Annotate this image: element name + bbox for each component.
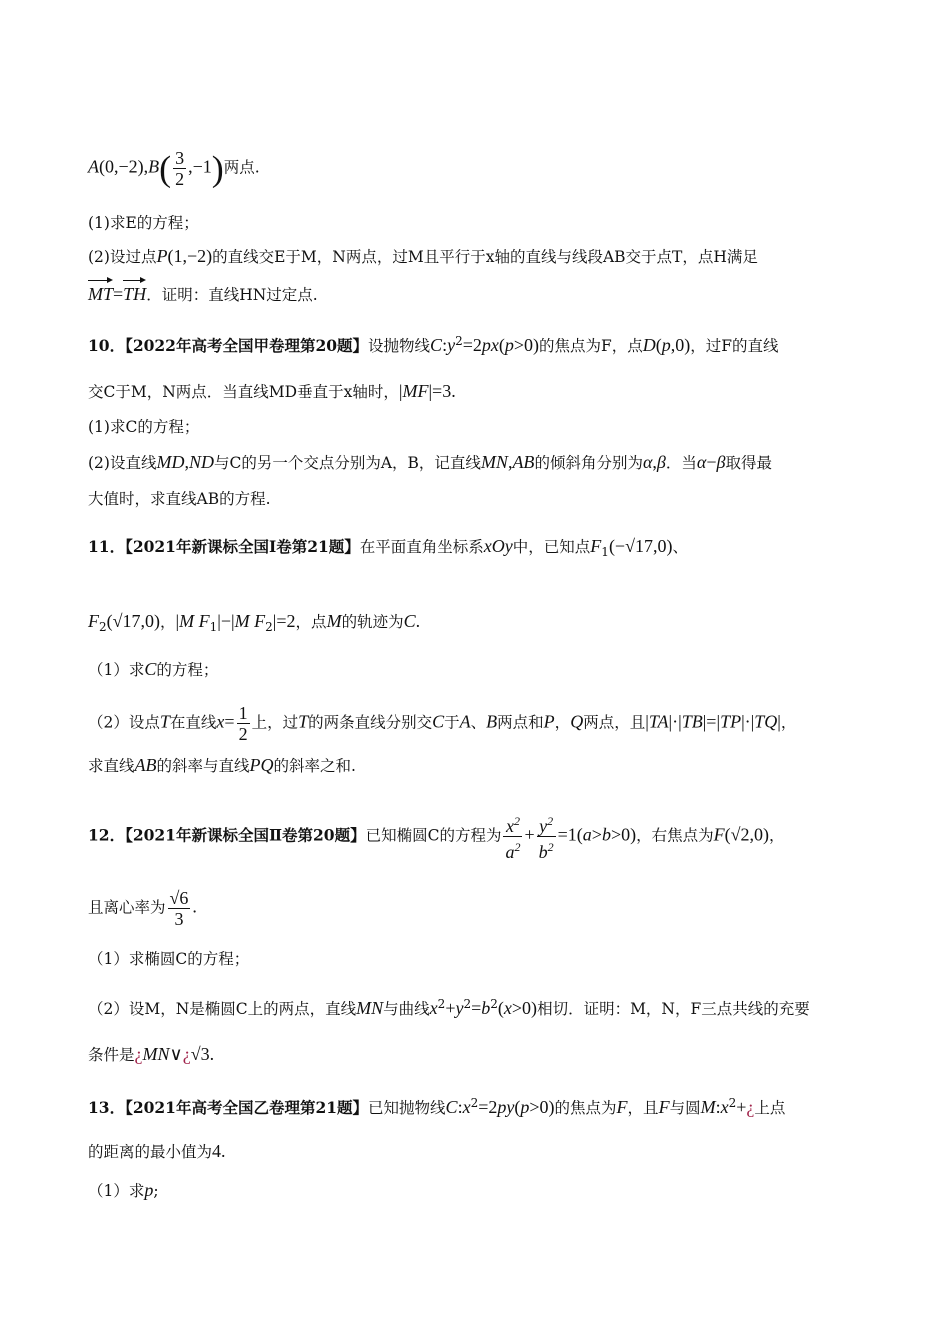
q13-line1: 13．【2021年高考全国乙卷理第21题】已知抛物线$C:x^2=2py(p>0)$的焦点为F，且F与圆$M:x^2+¿$上点	[88, 1096, 786, 1118]
q13-part1: （1）求p;	[88, 1180, 159, 1200]
q11-line2: $F_2(√17,0)$，|M $F_1|-|M$ $F_2|=2$，点M的轨迹为C.	[88, 611, 421, 635]
q9-part2: (2)设过点P(1,−2)的直线交E于M，N两点，过M且平行于x轴的直线与线段AB交于点T，点H满足	[88, 246, 758, 266]
q10-part2-cont: 大值时，求直线AB的方程.	[88, 490, 271, 508]
q12-part1: （1）求椭圆C的方程；	[88, 950, 250, 968]
q10-part1: (1)求C的方程；	[88, 418, 200, 436]
q12-part2-cont: 条件是¿MN∨¿√3.	[88, 1044, 215, 1064]
q10-part2: (2)设直线MD,ND与C的另一个交点分别为A，B，记直线MN,AB的倾斜角分别为α,β．当α−β取得最	[88, 452, 772, 472]
q11-part2: （2）设点T在直线x= $\frac{1}{2}$ 上，过T的两条直线分别交C于A、B两点和P，Q两点，且|TA|·|TB|=|TP|·|TQ|，	[88, 703, 797, 744]
q12-line1: 12．【2021年新课标全国Ⅱ卷第20题】已知椭圆C的方程为 $\frac{x^2}{a^2}$ + $\frac{y^2}{b^2}$ =1(a>b>0)，右焦点为F(√2,0)，	[88, 811, 785, 862]
q9-part2-cont: MT=TH．证明：直线HN过定点.	[88, 284, 318, 304]
q9-part1: (1)求E的方程；	[88, 214, 199, 232]
q10-line2: 交C于M，N两点．当直线MD垂直于x轴时，|MF|=3.	[88, 381, 456, 401]
q11-part1: （1）求C的方程；	[88, 659, 219, 679]
q12-part2: （2）设M，N是椭圆C上的两点，直线MN与曲线$x^2+y^2=b^2(x>0)$相切．证明：M，N，F三点共线的充要	[88, 997, 810, 1019]
q11-part2-cont: 求直线AB的斜率与直线PQ的斜率之和.	[88, 755, 356, 775]
q11-line1: 11．【2021年新课标全国Ⅰ卷第21题】在平面直角坐标系xOy中，已知点$F_1(-√17,0)$、	[88, 536, 688, 560]
q9-points-line: A(0,−2),B( $\frac{3}{2}$ ,−1)两点.	[88, 148, 260, 189]
q12-line2: 且离心率为 $\frac{√6}{3}$ .	[88, 888, 197, 929]
q13-line2: 的距离的最小值为4.	[88, 1141, 226, 1161]
q10-line1: 10．【2022年高考全国甲卷理第20题】设抛物线$C:y^2=2px(p>0)$的焦点为F，点D(p,0)，过F的直线	[88, 334, 779, 356]
